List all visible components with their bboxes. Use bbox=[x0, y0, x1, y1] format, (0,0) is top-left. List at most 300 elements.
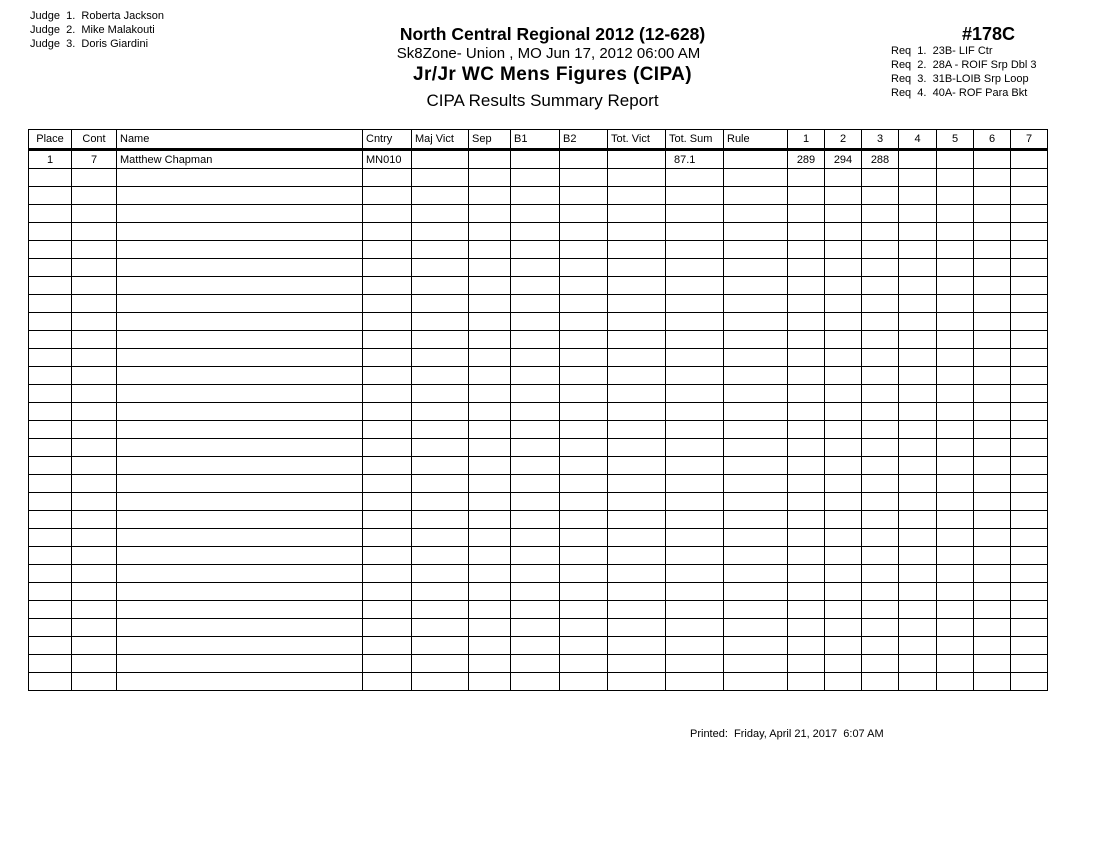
table-row bbox=[29, 277, 1048, 295]
table-cell bbox=[469, 403, 511, 421]
table-row bbox=[29, 457, 1048, 475]
table-cell bbox=[862, 403, 899, 421]
venue-date: Sk8Zone- Union , MO Jun 17, 2012 06:00 AM bbox=[396, 45, 701, 62]
table-cell bbox=[412, 529, 469, 547]
table-cell bbox=[1011, 475, 1048, 493]
table-cell bbox=[29, 187, 72, 205]
table-cell bbox=[511, 457, 560, 475]
table-cell bbox=[363, 475, 412, 493]
table-cell bbox=[974, 187, 1011, 205]
table-cell bbox=[899, 547, 937, 565]
table-cell bbox=[724, 169, 788, 187]
table-cell bbox=[469, 619, 511, 637]
table-cell bbox=[899, 241, 937, 259]
judge-3: Judge 3. Doris Giardini bbox=[30, 38, 149, 50]
table-cell bbox=[117, 673, 363, 691]
table-cell bbox=[511, 259, 560, 277]
table-cell bbox=[724, 475, 788, 493]
table-cell bbox=[412, 277, 469, 295]
table-cell bbox=[862, 511, 899, 529]
column-header-tot-sum: Tot. Sum bbox=[666, 130, 724, 150]
table-cell bbox=[412, 403, 469, 421]
table-cell bbox=[560, 385, 608, 403]
table-cell bbox=[1011, 547, 1048, 565]
table-cell bbox=[1011, 295, 1048, 313]
table-cell bbox=[937, 367, 974, 385]
table-cell bbox=[363, 205, 412, 223]
table-cell bbox=[29, 439, 72, 457]
requirement-2: Req 2. 28A - ROIF Srp Dbl 3 bbox=[891, 59, 1037, 71]
table-cell bbox=[1011, 403, 1048, 421]
table-cell bbox=[899, 295, 937, 313]
table-cell bbox=[363, 655, 412, 673]
table-cell bbox=[666, 475, 724, 493]
table-cell bbox=[560, 655, 608, 673]
requirements-list bbox=[891, 44, 1037, 100]
table-cell bbox=[412, 655, 469, 673]
table-cell bbox=[363, 637, 412, 655]
table-cell bbox=[511, 277, 560, 295]
table-cell bbox=[666, 457, 724, 475]
table-cell bbox=[724, 403, 788, 421]
table-cell bbox=[825, 259, 862, 277]
table-cell bbox=[937, 187, 974, 205]
table-cell bbox=[788, 187, 825, 205]
table-cell bbox=[666, 583, 724, 601]
table-cell bbox=[666, 169, 724, 187]
table-cell bbox=[560, 457, 608, 475]
table-cell bbox=[560, 601, 608, 619]
table-cell bbox=[899, 150, 937, 169]
table-cell bbox=[469, 421, 511, 439]
table-cell bbox=[412, 511, 469, 529]
table-cell bbox=[560, 529, 608, 547]
table-cell bbox=[724, 493, 788, 511]
table-cell bbox=[937, 655, 974, 673]
table-cell bbox=[666, 259, 724, 277]
table-cell: 87.1 bbox=[666, 150, 724, 169]
table-cell bbox=[117, 205, 363, 223]
table-cell bbox=[1011, 223, 1048, 241]
table-cell bbox=[724, 421, 788, 439]
table-cell bbox=[899, 385, 937, 403]
table-cell bbox=[560, 331, 608, 349]
table-cell bbox=[560, 259, 608, 277]
column-header-tot-vict: Tot. Vict bbox=[608, 130, 666, 150]
table-cell bbox=[469, 277, 511, 295]
table-cell bbox=[72, 619, 117, 637]
table-cell bbox=[1011, 673, 1048, 691]
table-row bbox=[29, 403, 1048, 421]
table-cell bbox=[608, 331, 666, 349]
table-cell bbox=[412, 223, 469, 241]
table-cell bbox=[825, 223, 862, 241]
table-cell bbox=[937, 529, 974, 547]
table-row bbox=[29, 493, 1048, 511]
table-cell bbox=[412, 547, 469, 565]
table-cell bbox=[117, 493, 363, 511]
table-cell bbox=[724, 150, 788, 169]
table-cell bbox=[666, 331, 724, 349]
table-cell bbox=[511, 601, 560, 619]
table-cell bbox=[608, 439, 666, 457]
table-cell bbox=[117, 169, 363, 187]
column-header-6: 6 bbox=[974, 130, 1011, 150]
requirement-3: Req 3. 31B-LOIB Srp Loop bbox=[891, 73, 1029, 85]
table-cell bbox=[1011, 529, 1048, 547]
table-cell bbox=[724, 637, 788, 655]
table-cell bbox=[469, 547, 511, 565]
table-cell bbox=[974, 150, 1011, 169]
table-cell bbox=[608, 493, 666, 511]
table-cell bbox=[862, 583, 899, 601]
table-cell bbox=[666, 241, 724, 259]
table-cell: 288 bbox=[862, 150, 899, 169]
table-cell bbox=[469, 601, 511, 619]
table-cell bbox=[117, 529, 363, 547]
table-row bbox=[29, 475, 1048, 493]
table-row bbox=[29, 583, 1048, 601]
table-cell bbox=[724, 457, 788, 475]
table-cell bbox=[666, 403, 724, 421]
table-cell bbox=[1011, 637, 1048, 655]
table-cell bbox=[29, 547, 72, 565]
table-cell bbox=[29, 565, 72, 583]
table-cell: 1 bbox=[29, 150, 72, 169]
table-cell bbox=[363, 403, 412, 421]
table-row bbox=[29, 421, 1048, 439]
table-cell bbox=[899, 421, 937, 439]
table-cell bbox=[862, 565, 899, 583]
table-cell bbox=[825, 385, 862, 403]
table-cell bbox=[825, 493, 862, 511]
table-cell bbox=[117, 295, 363, 313]
table-row bbox=[29, 565, 1048, 583]
table-cell bbox=[937, 583, 974, 601]
table-cell bbox=[825, 313, 862, 331]
table-cell bbox=[1011, 655, 1048, 673]
table-cell bbox=[1011, 259, 1048, 277]
table-cell bbox=[72, 439, 117, 457]
table-cell bbox=[72, 205, 117, 223]
table-cell bbox=[608, 205, 666, 223]
table-cell bbox=[29, 619, 72, 637]
table-cell bbox=[666, 439, 724, 457]
table-cell bbox=[608, 457, 666, 475]
table-cell bbox=[788, 655, 825, 673]
table-cell bbox=[974, 241, 1011, 259]
table-cell bbox=[862, 475, 899, 493]
table-cell bbox=[974, 403, 1011, 421]
table-cell bbox=[608, 150, 666, 169]
table-cell bbox=[363, 223, 412, 241]
table-cell bbox=[608, 385, 666, 403]
table-cell bbox=[29, 673, 72, 691]
table-cell bbox=[974, 475, 1011, 493]
table-cell bbox=[862, 205, 899, 223]
table-cell bbox=[899, 475, 937, 493]
table-cell bbox=[862, 457, 899, 475]
table-cell bbox=[608, 295, 666, 313]
table-cell bbox=[666, 565, 724, 583]
table-cell bbox=[29, 277, 72, 295]
table-cell bbox=[862, 547, 899, 565]
table-cell bbox=[862, 259, 899, 277]
table-cell bbox=[899, 403, 937, 421]
table-cell bbox=[899, 637, 937, 655]
table-cell bbox=[511, 349, 560, 367]
table-cell bbox=[72, 223, 117, 241]
table-cell bbox=[560, 187, 608, 205]
table-cell bbox=[117, 619, 363, 637]
table-cell bbox=[825, 241, 862, 259]
table-cell bbox=[1011, 511, 1048, 529]
table-cell bbox=[974, 619, 1011, 637]
table-row bbox=[29, 241, 1048, 259]
table-cell bbox=[862, 493, 899, 511]
table-cell bbox=[788, 277, 825, 295]
table-cell bbox=[788, 259, 825, 277]
table-row bbox=[29, 223, 1048, 241]
table-cell bbox=[825, 673, 862, 691]
table-cell bbox=[899, 259, 937, 277]
table-cell bbox=[511, 583, 560, 601]
table-cell bbox=[117, 475, 363, 493]
table-cell bbox=[724, 313, 788, 331]
column-header-rule: Rule bbox=[724, 130, 788, 150]
table-cell bbox=[29, 385, 72, 403]
table-cell bbox=[974, 547, 1011, 565]
table-cell: 294 bbox=[825, 150, 862, 169]
table-cell bbox=[974, 457, 1011, 475]
table-cell bbox=[788, 367, 825, 385]
table-cell bbox=[117, 241, 363, 259]
table-cell bbox=[511, 223, 560, 241]
table-cell bbox=[412, 673, 469, 691]
table-cell: MN010 bbox=[363, 150, 412, 169]
judge-1: Judge 1. Roberta Jackson bbox=[30, 10, 164, 22]
table-cell bbox=[363, 349, 412, 367]
table-cell bbox=[666, 295, 724, 313]
table-cell bbox=[72, 565, 117, 583]
table-cell bbox=[937, 637, 974, 655]
column-header-b1: B1 bbox=[511, 130, 560, 150]
table-cell bbox=[469, 367, 511, 385]
table-cell bbox=[937, 439, 974, 457]
table-cell bbox=[825, 475, 862, 493]
column-header-cntry: Cntry bbox=[363, 130, 412, 150]
table-cell bbox=[469, 673, 511, 691]
table-cell bbox=[724, 295, 788, 313]
table-cell bbox=[117, 565, 363, 583]
table-cell bbox=[1011, 331, 1048, 349]
table-cell bbox=[1011, 187, 1048, 205]
table-cell bbox=[899, 601, 937, 619]
table-header-row bbox=[29, 130, 1048, 150]
table-cell bbox=[899, 565, 937, 583]
table-cell bbox=[29, 313, 72, 331]
table-cell bbox=[469, 241, 511, 259]
table-row bbox=[29, 511, 1048, 529]
table-cell bbox=[937, 385, 974, 403]
table-cell bbox=[363, 331, 412, 349]
table-cell bbox=[412, 475, 469, 493]
table-cell bbox=[363, 259, 412, 277]
table-cell bbox=[72, 277, 117, 295]
table-cell bbox=[608, 223, 666, 241]
table-cell bbox=[974, 637, 1011, 655]
table-cell bbox=[117, 367, 363, 385]
table-cell bbox=[412, 439, 469, 457]
table-cell bbox=[560, 511, 608, 529]
table-row bbox=[29, 367, 1048, 385]
column-header-b2: B2 bbox=[560, 130, 608, 150]
table-cell bbox=[412, 421, 469, 439]
table-cell bbox=[974, 421, 1011, 439]
table-cell bbox=[469, 295, 511, 313]
table-cell bbox=[724, 223, 788, 241]
table-cell bbox=[608, 169, 666, 187]
table-cell bbox=[724, 205, 788, 223]
column-header-1: 1 bbox=[788, 130, 825, 150]
table-cell bbox=[1011, 385, 1048, 403]
table-cell bbox=[511, 673, 560, 691]
table-cell bbox=[363, 493, 412, 511]
table-cell bbox=[608, 565, 666, 583]
table-cell bbox=[899, 493, 937, 511]
table-cell bbox=[862, 655, 899, 673]
table-row bbox=[29, 331, 1048, 349]
table-cell bbox=[1011, 583, 1048, 601]
table-cell bbox=[724, 583, 788, 601]
table-cell bbox=[899, 169, 937, 187]
table-cell bbox=[117, 601, 363, 619]
requirement-1: Req 1. 23B- LIF Ctr bbox=[891, 45, 993, 57]
table-cell bbox=[560, 241, 608, 259]
table-cell bbox=[974, 583, 1011, 601]
table-cell bbox=[937, 457, 974, 475]
table-cell bbox=[974, 673, 1011, 691]
table-cell bbox=[72, 511, 117, 529]
event-number: #178C bbox=[962, 24, 1016, 44]
table-cell bbox=[29, 295, 72, 313]
table-cell bbox=[608, 655, 666, 673]
table-cell bbox=[117, 385, 363, 403]
table-cell bbox=[1011, 421, 1048, 439]
table-row bbox=[29, 313, 1048, 331]
table-cell bbox=[1011, 439, 1048, 457]
table-cell bbox=[862, 439, 899, 457]
table-cell bbox=[511, 403, 560, 421]
table-cell bbox=[29, 601, 72, 619]
table-cell bbox=[469, 150, 511, 169]
table-cell bbox=[29, 655, 72, 673]
table-cell bbox=[72, 331, 117, 349]
table-cell bbox=[363, 529, 412, 547]
table-cell bbox=[608, 241, 666, 259]
table-cell bbox=[974, 511, 1011, 529]
table-cell bbox=[666, 367, 724, 385]
table-cell bbox=[117, 259, 363, 277]
table-cell bbox=[608, 277, 666, 295]
table-cell bbox=[974, 331, 1011, 349]
table-cell bbox=[937, 673, 974, 691]
column-header-5: 5 bbox=[937, 130, 974, 150]
table-cell bbox=[412, 493, 469, 511]
table-row bbox=[29, 655, 1048, 673]
table-row bbox=[29, 619, 1048, 637]
table-cell bbox=[412, 150, 469, 169]
table-cell bbox=[511, 331, 560, 349]
table-cell bbox=[608, 313, 666, 331]
table-cell bbox=[608, 403, 666, 421]
table-cell bbox=[117, 439, 363, 457]
table-cell bbox=[974, 529, 1011, 547]
table-cell bbox=[511, 241, 560, 259]
table-cell bbox=[29, 223, 72, 241]
table-cell bbox=[862, 601, 899, 619]
table-cell bbox=[666, 655, 724, 673]
table-cell bbox=[666, 529, 724, 547]
table-cell bbox=[666, 493, 724, 511]
table-cell bbox=[511, 529, 560, 547]
table-row bbox=[29, 637, 1048, 655]
table-cell bbox=[825, 529, 862, 547]
table-cell bbox=[937, 223, 974, 241]
table-cell bbox=[511, 421, 560, 439]
table-cell bbox=[469, 511, 511, 529]
table-cell bbox=[72, 349, 117, 367]
table-cell bbox=[363, 601, 412, 619]
table-cell bbox=[469, 169, 511, 187]
table-cell bbox=[412, 637, 469, 655]
table-cell bbox=[560, 169, 608, 187]
table-cell bbox=[899, 313, 937, 331]
table-cell bbox=[666, 385, 724, 403]
table-cell bbox=[560, 150, 608, 169]
column-header-sep: Sep bbox=[469, 130, 511, 150]
table-cell bbox=[862, 421, 899, 439]
table-cell bbox=[511, 565, 560, 583]
table-cell bbox=[666, 223, 724, 241]
table-cell bbox=[862, 637, 899, 655]
table-cell bbox=[788, 241, 825, 259]
table-cell bbox=[117, 421, 363, 439]
table-cell bbox=[363, 295, 412, 313]
table-cell bbox=[469, 187, 511, 205]
table-cell bbox=[469, 205, 511, 223]
table-cell bbox=[788, 169, 825, 187]
table-cell bbox=[937, 511, 974, 529]
table-cell bbox=[862, 277, 899, 295]
table-cell bbox=[724, 367, 788, 385]
table-cell bbox=[469, 385, 511, 403]
table-cell: 7 bbox=[72, 150, 117, 169]
table-cell bbox=[412, 259, 469, 277]
table-cell bbox=[974, 655, 1011, 673]
table-cell bbox=[788, 205, 825, 223]
table-cell bbox=[666, 187, 724, 205]
table-cell bbox=[862, 295, 899, 313]
table-cell bbox=[117, 547, 363, 565]
table-cell bbox=[937, 403, 974, 421]
table-cell bbox=[511, 619, 560, 637]
table-cell bbox=[724, 277, 788, 295]
table-cell bbox=[72, 475, 117, 493]
table-cell bbox=[412, 313, 469, 331]
table-cell bbox=[117, 511, 363, 529]
table-cell bbox=[724, 331, 788, 349]
